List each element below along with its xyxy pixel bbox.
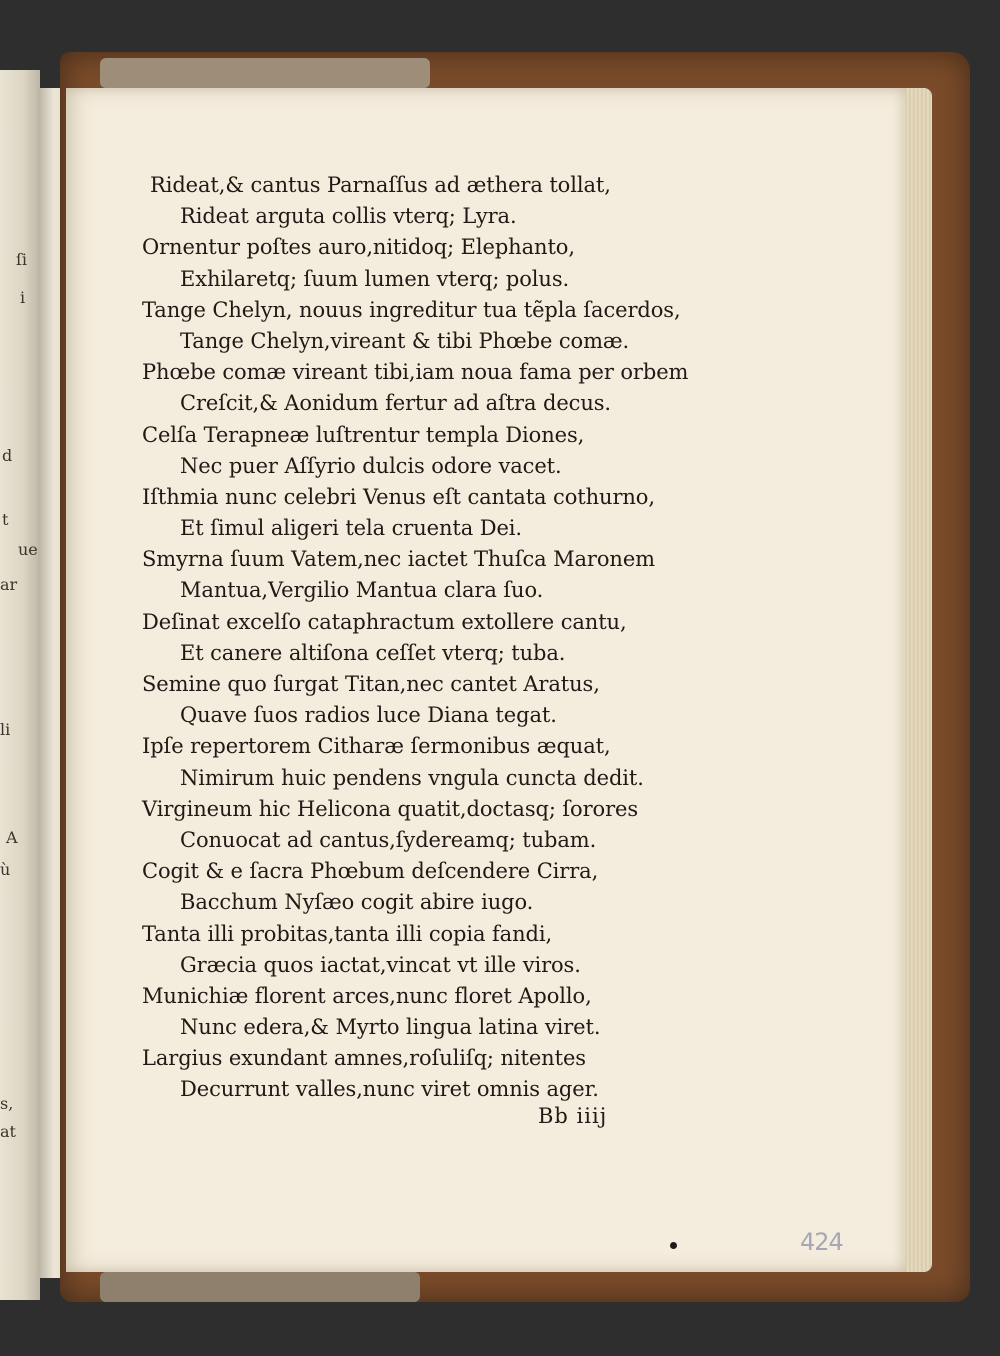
verse-line: Quave ſuos radios luce Diana tegat. (180, 703, 557, 728)
verse-line: Semine quo ſurgat Titan,nec cantet Aratus, (142, 672, 600, 696)
facing-page-glyph: ue (18, 540, 38, 559)
verse-line: Ornentur poſtes auro,nitidoq; Elephanto, (142, 235, 575, 260)
facing-page-glyph: at (0, 1122, 16, 1141)
facing-page-glyph: ar (0, 575, 18, 594)
verse-line: Virgineum hic Helicona quatit,doctasq; ſorores (142, 796, 639, 821)
verse-line: Smyrna ſuum Vatem,nec iactet Thuſca Maronem (142, 547, 655, 572)
verse-line: Conuocat ad cantus,ſydereamq; tubam. (180, 827, 597, 852)
verse-line: Exhilaretq; ſuum lumen vterq; polus. (180, 266, 570, 291)
verse-line: Deſinat excelſo cataphractum extollere cantu, (142, 609, 627, 634)
verse-line: Bacchum Nyſæo cogit abire iugo. (180, 890, 534, 915)
verse-line: Nimirum huic pendens vngula cuncta dedit. (180, 765, 644, 790)
facing-page-glyph: d (2, 446, 13, 465)
verse-line: Iſthmia nunc celebri Venus eſt cantata cothurno, (142, 484, 655, 509)
verse-line: Nec puer Aſſyrio dulcis odore vacet. (180, 453, 562, 478)
verse-line: Nunc edera,& Myrto lingua latina viret. (180, 1015, 601, 1040)
facing-page-edge (0, 70, 40, 1300)
verse-line: Phœbe comæ vireant tibi,iam noua fama per orbem (142, 360, 689, 385)
folio-number: 424 (800, 1228, 843, 1256)
verse-line: Munichiæ florent arces,nunc floret Apollo, (142, 983, 592, 1008)
facing-page-glyph: i (20, 288, 26, 307)
facing-page-glyph: li (0, 720, 11, 739)
facing-page-glyph: s, (0, 1094, 14, 1113)
verse-line: Et canere altiſona ceſſet vterq; tuba. (180, 640, 566, 665)
verse-line: Rideat,& cantus Parnaſſus ad æthera tollat, (150, 173, 611, 197)
verse-line: Creſcit,& Aonidum fertur ad aſtra decus. (180, 391, 612, 416)
facing-page-glyph: A (6, 828, 18, 847)
verse-line: Tange Chelyn, nouus ingreditur tua tẽpla ſacerdos, (142, 297, 681, 322)
verse-block (142, 170, 742, 1106)
verse-line: Mantua,Vergilio Mantua clara ſuo. (180, 578, 544, 603)
verse-line: Largius exundant amnes,roſuliſq; nitentes (142, 1046, 586, 1071)
facing-page-glyph: t (2, 510, 9, 529)
verse-line: Tanta illi probitas,tanta illi copia fandi, (142, 921, 553, 946)
verse-line: Celſa Terapneæ luſtrentur templa Diones, (142, 422, 585, 447)
facing-page-glyphs (0, 70, 40, 1300)
facing-page-glyph: ù (0, 860, 11, 879)
ink-dot (670, 1242, 677, 1249)
verse-line: Ipſe repertorem Citharæ ſermonibus æquat, (142, 734, 611, 759)
verse-line: Et ſimul aligeri tela cruenta Dei. (180, 516, 522, 541)
facing-page-glyph: ſi (16, 250, 28, 269)
verse-line: Tange Chelyn,vireant & tibi Phœbe comæ. (180, 328, 630, 353)
verse-line: Decurrunt valles,nunc viret omnis ager. (180, 1077, 599, 1102)
verse-line: Rideat arguta collis vterq; Lyra. (180, 204, 517, 229)
signature-mark: Bb iiij (538, 1104, 608, 1128)
verse-line: Cogit & e ſacra Phœbum deſcendere Cirra, (142, 859, 599, 884)
binding-bottom-strip (100, 1272, 420, 1302)
binding-top-strip (100, 58, 430, 88)
verse-line: Græcia quos iactat,vincat vt ille viros. (180, 952, 581, 977)
